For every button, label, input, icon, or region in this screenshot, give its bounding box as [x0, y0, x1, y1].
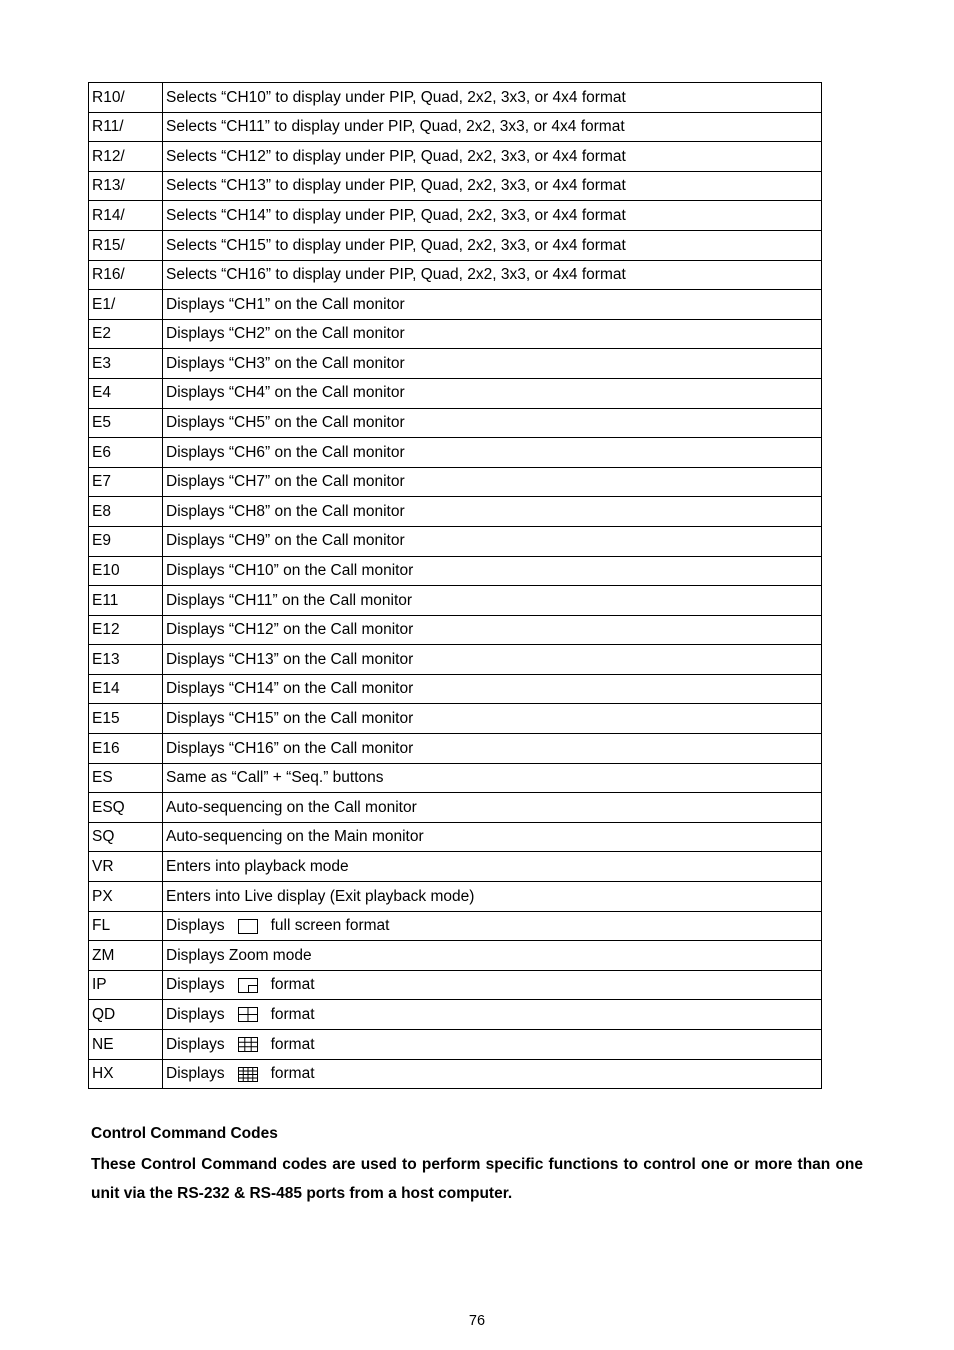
command-code-cell: E14 — [89, 674, 163, 704]
table-row — [89, 704, 822, 734]
table-row — [89, 319, 822, 349]
command-description-cell — [163, 1030, 822, 1060]
description-text: Displays — [166, 1035, 225, 1053]
table-row — [89, 497, 822, 527]
pip-layout-icon — [238, 978, 258, 993]
command-code-cell: R15/ — [89, 230, 163, 260]
command-description-cell: Displays “CH3” on the Call monitor — [163, 349, 822, 379]
table-row — [89, 83, 822, 113]
command-description-cell: Displays “CH9” on the Call monitor — [163, 526, 822, 556]
command-code-cell: HX — [89, 1059, 163, 1089]
command-code-cell: PX — [89, 882, 163, 912]
table-row — [89, 1030, 822, 1060]
table-row — [89, 793, 822, 823]
command-code-cell: E7 — [89, 467, 163, 497]
description-text-after: format — [270, 1065, 315, 1083]
command-code-cell: NE — [89, 1030, 163, 1060]
table-row — [89, 230, 822, 260]
command-description-cell: Same as “Call” + “Seq.” buttons — [163, 763, 822, 793]
table-row — [89, 378, 822, 408]
command-code-cell: E11 — [89, 586, 163, 616]
command-code-cell: ESQ — [89, 793, 163, 823]
command-code-cell: E12 — [89, 615, 163, 645]
command-code-cell: R11/ — [89, 112, 163, 142]
table-row — [89, 941, 822, 971]
command-code-cell: R13/ — [89, 171, 163, 201]
command-description-cell: Selects “CH14” to display under PIP, Quad, 2x2, 3x3, or 4x4 format — [163, 201, 822, 231]
command-code-cell: FL — [89, 911, 163, 941]
command-description-cell: Selects “CH13” to display under PIP, Quad, 2x2, 3x3, or 4x4 format — [163, 171, 822, 201]
table-row — [89, 467, 822, 497]
command-code-cell: E15 — [89, 704, 163, 734]
command-description-cell: Enters into Live display (Exit playback mode) — [163, 882, 822, 912]
command-code-cell: QD — [89, 1000, 163, 1030]
table-row — [89, 645, 822, 675]
command-description-cell: Auto-sequencing on the Call monitor — [163, 793, 822, 823]
command-code-cell: E1/ — [89, 290, 163, 320]
command-code-cell: E5 — [89, 408, 163, 438]
command-description-cell: Displays “CH15” on the Call monitor — [163, 704, 822, 734]
command-code-cell: E3 — [89, 349, 163, 379]
sixteen-grid-layout-icon — [238, 1067, 258, 1082]
command-description-cell: Displays “CH13” on the Call monitor — [163, 645, 822, 675]
command-code-cell: E10 — [89, 556, 163, 586]
command-description-cell — [163, 911, 822, 941]
command-code-cell: E4 — [89, 378, 163, 408]
command-table-body — [89, 83, 822, 1089]
table-row — [89, 1059, 822, 1089]
description-text: Displays — [166, 976, 225, 994]
command-description-cell: Displays “CH5” on the Call monitor — [163, 408, 822, 438]
command-code-cell: E13 — [89, 645, 163, 675]
table-row — [89, 1000, 822, 1030]
command-code-cell: IP — [89, 970, 163, 1000]
command-description-cell — [163, 970, 822, 1000]
table-row — [89, 438, 822, 468]
command-code-cell: E8 — [89, 497, 163, 527]
table-row — [89, 674, 822, 704]
table-row — [89, 171, 822, 201]
command-description-cell: Enters into playback mode — [163, 852, 822, 882]
command-code-cell: R10/ — [89, 83, 163, 113]
table-row — [89, 349, 822, 379]
command-code-cell: SQ — [89, 822, 163, 852]
table-row — [89, 201, 822, 231]
command-description-cell: Displays “CH7” on the Call monitor — [163, 467, 822, 497]
command-table — [88, 82, 822, 1089]
command-description-cell: Selects “CH10” to display under PIP, Quad, 2x2, 3x3, or 4x4 format — [163, 83, 822, 113]
command-description-cell: Displays “CH12” on the Call monitor — [163, 615, 822, 645]
description-text: Displays — [166, 917, 225, 935]
description-text: Displays — [166, 1005, 225, 1023]
table-row — [89, 586, 822, 616]
table-row — [89, 260, 822, 290]
command-description-cell: Displays “CH8” on the Call monitor — [163, 497, 822, 527]
command-description-cell: Displays “CH11” on the Call monitor — [163, 586, 822, 616]
table-row — [89, 822, 822, 852]
command-description-cell: Displays “CH6” on the Call monitor — [163, 438, 822, 468]
command-code-cell: ES — [89, 763, 163, 793]
description-text-after: format — [270, 1005, 315, 1023]
table-row — [89, 763, 822, 793]
command-code-cell: R12/ — [89, 142, 163, 172]
description-text-after: full screen format — [270, 917, 390, 935]
command-description-cell: Displays “CH1” on the Call monitor — [163, 290, 822, 320]
nine-grid-layout-icon — [238, 1037, 258, 1052]
command-code-cell: VR — [89, 852, 163, 882]
section-title: Control Command Codes — [91, 1125, 278, 1142]
table-row — [89, 556, 822, 586]
command-description-cell: Displays “CH2” on the Call monitor — [163, 319, 822, 349]
command-description-cell: Selects “CH15” to display under PIP, Quad, 2x2, 3x3, or 4x4 format — [163, 230, 822, 260]
command-code-cell: R14/ — [89, 201, 163, 231]
quad-layout-icon — [238, 1007, 258, 1022]
command-code-cell: E16 — [89, 734, 163, 764]
command-description-cell — [163, 1059, 822, 1089]
command-description-cell: Selects “CH16” to display under PIP, Quad, 2x2, 3x3, or 4x4 format — [163, 260, 822, 290]
command-description-cell: Displays “CH10” on the Call monitor — [163, 556, 822, 586]
command-description-cell: Displays Zoom mode — [163, 941, 822, 971]
command-description-cell: Selects “CH12” to display under PIP, Quad, 2x2, 3x3, or 4x4 format — [163, 142, 822, 172]
table-row — [89, 615, 822, 645]
description-text-after: format — [270, 976, 315, 994]
command-code-cell: R16/ — [89, 260, 163, 290]
table-row — [89, 882, 822, 912]
command-code-cell: E9 — [89, 526, 163, 556]
command-description-cell: Displays “CH4” on the Call monitor — [163, 378, 822, 408]
command-code-cell: ZM — [89, 941, 163, 971]
command-description-cell: Selects “CH11” to display under PIP, Quad, 2x2, 3x3, or 4x4 format — [163, 112, 822, 142]
table-row — [89, 970, 822, 1000]
page-number: 76 — [468, 1313, 486, 1329]
table-row — [89, 911, 822, 941]
description-text: Displays — [166, 1065, 225, 1083]
description-text-after: format — [270, 1035, 315, 1053]
command-code-cell: E2 — [89, 319, 163, 349]
table-row — [89, 142, 822, 172]
command-description-cell: Displays “CH16” on the Call monitor — [163, 734, 822, 764]
table-row — [89, 526, 822, 556]
section-body: These Control Command codes are used to perform specific functions to control one or more than one unit via the RS-232 & RS-485 ports from a host computer. — [91, 1156, 863, 1202]
command-description-cell — [163, 1000, 822, 1030]
command-description-cell: Auto-sequencing on the Main monitor — [163, 822, 822, 852]
table-row — [89, 408, 822, 438]
table-row — [89, 290, 822, 320]
command-description-cell: Displays “CH14” on the Call monitor — [163, 674, 822, 704]
table-row — [89, 112, 822, 142]
full-screen-icon — [238, 919, 258, 934]
table-row — [89, 734, 822, 764]
command-code-cell: E6 — [89, 438, 163, 468]
table-row — [89, 852, 822, 882]
